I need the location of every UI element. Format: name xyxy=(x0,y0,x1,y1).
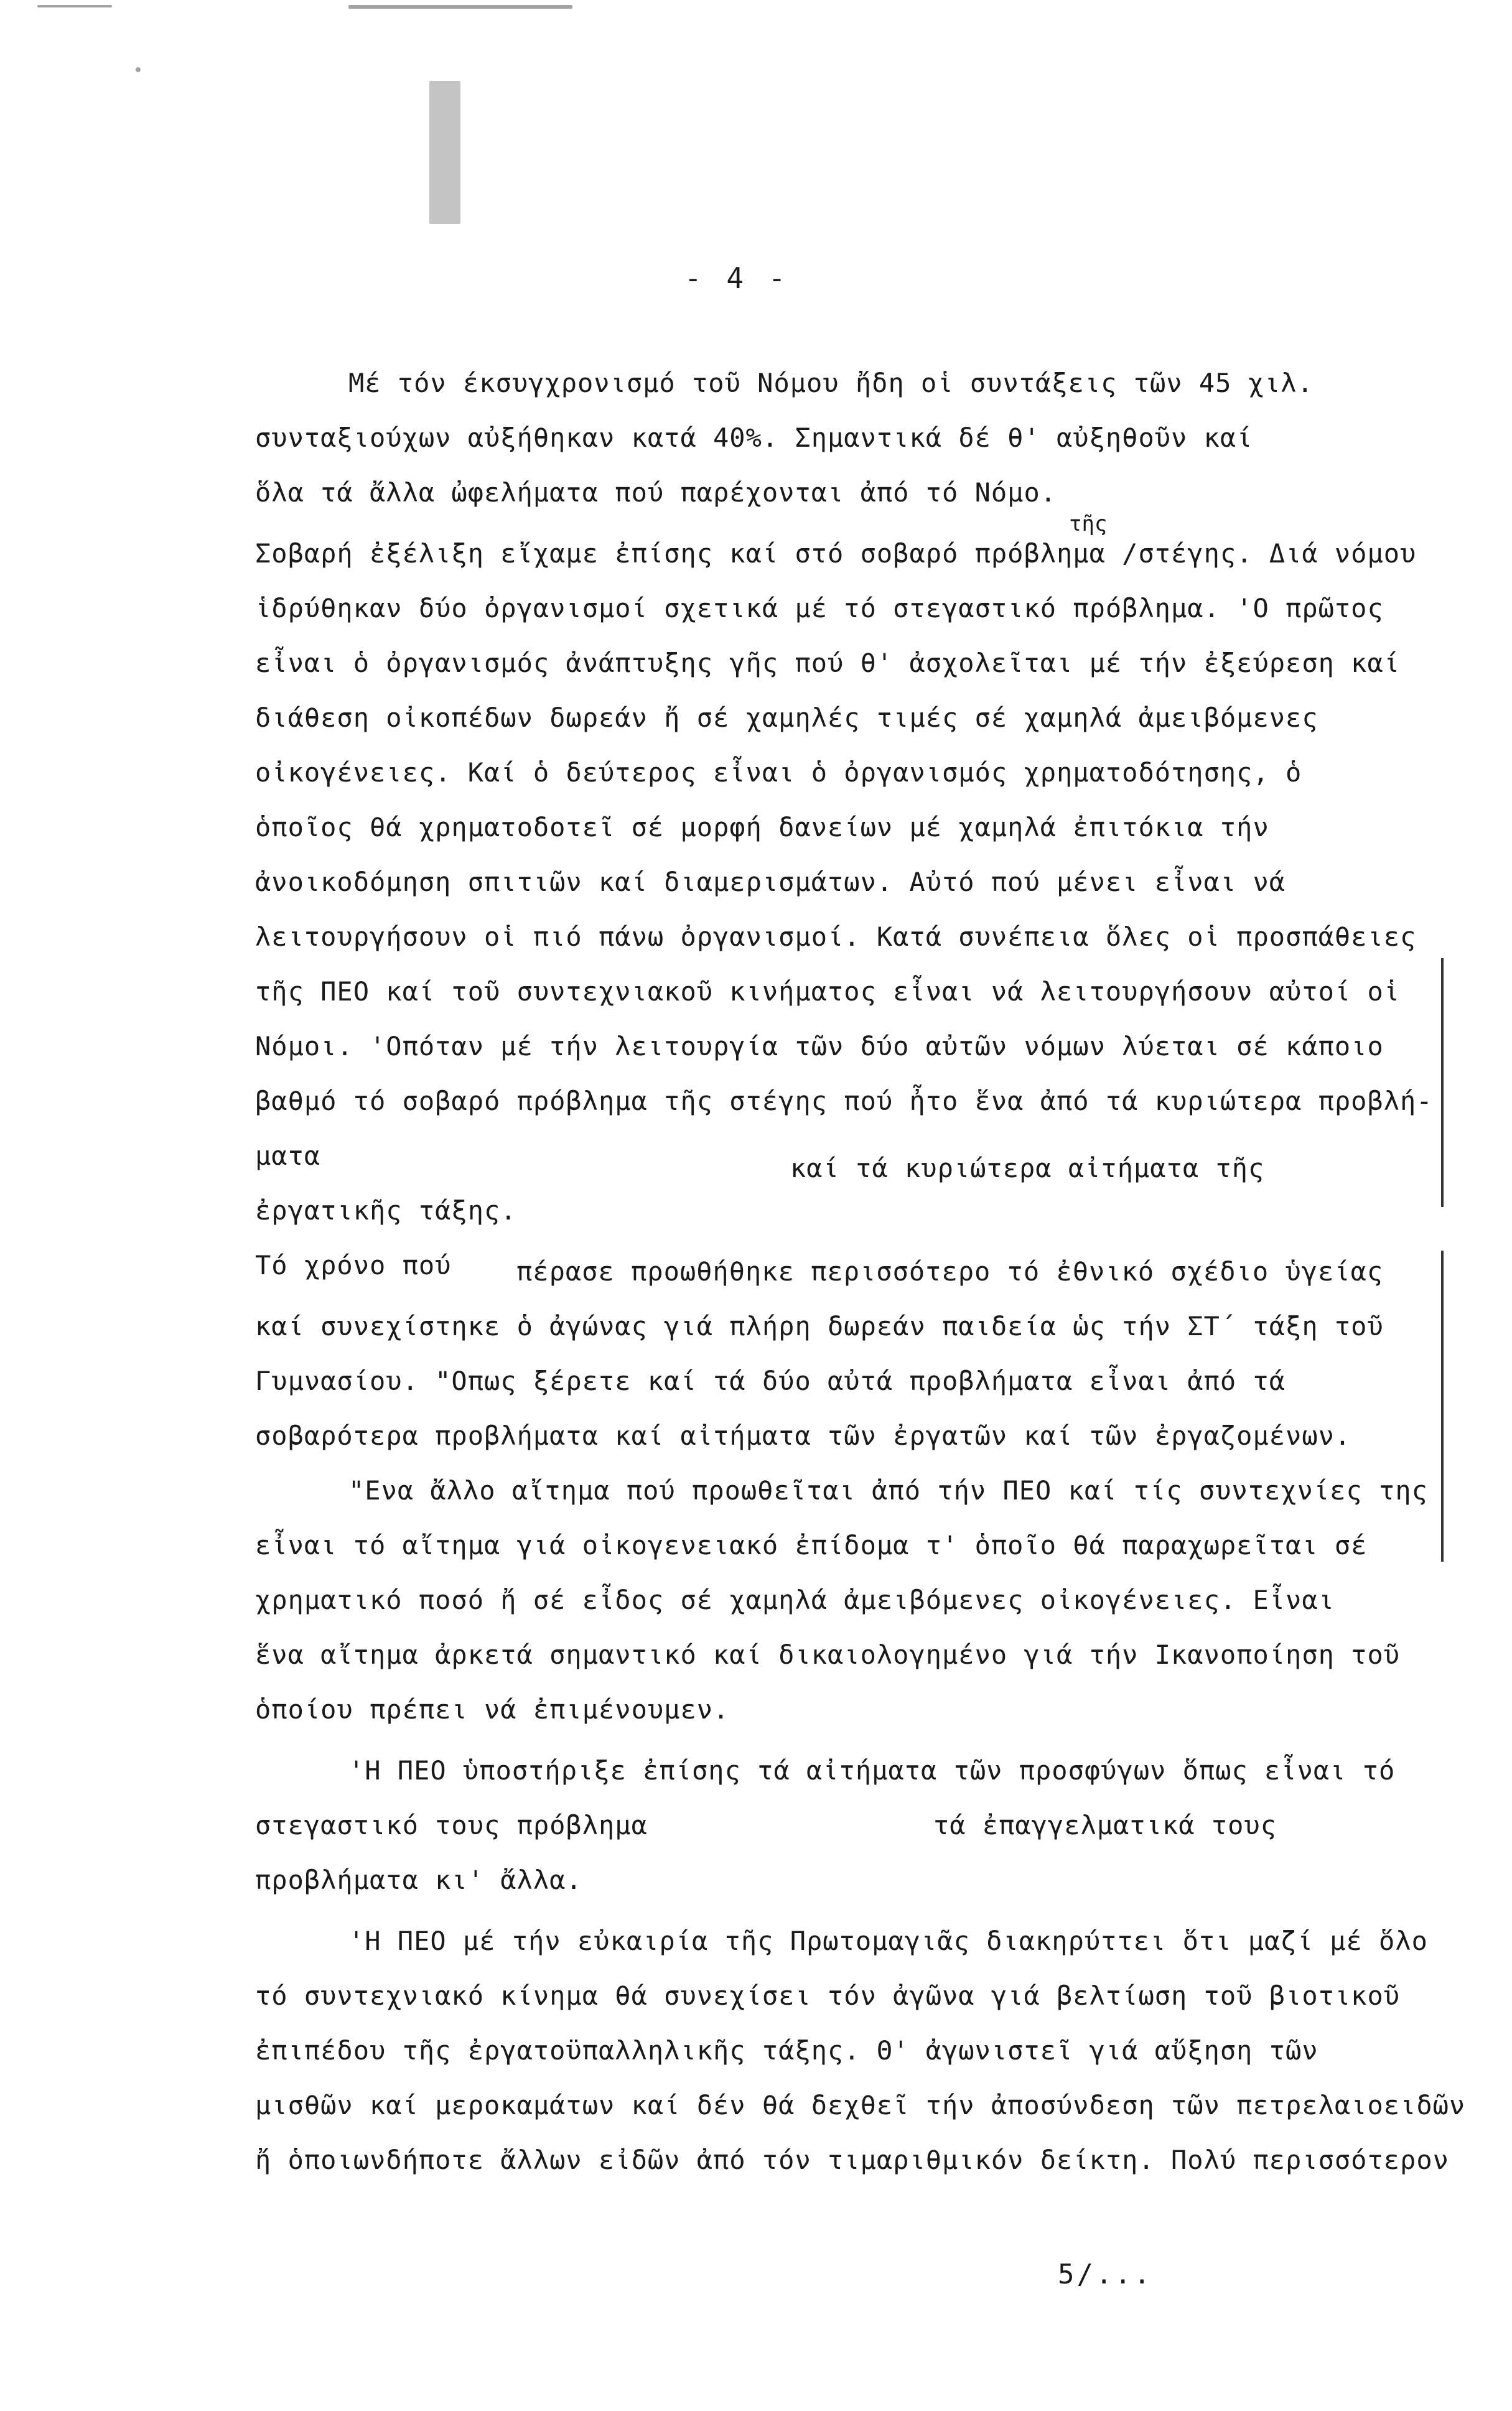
text-line: ἤ ὁποιωνδήποτε ἄλλων εἰδῶν ἀπό τόν τιμαριθμικόν δείκτη. Πολύ περισσότερον xyxy=(255,2145,1449,2175)
text-line: λειτουργήσουν οἱ πιό πάνω ὀργανισμοί. Κατά συνέπεια ὅλες οἱ προσπάθειες xyxy=(255,921,1417,952)
text-line: πέρασε προωθήθηκε περισσότερο τό ἐθνικό σχέδιο ὑγείας xyxy=(516,1256,1384,1287)
scan-dot xyxy=(136,67,141,72)
text-line: Σοβαρή ἐξέλιξη εἴχαμε ἐπίσης καί στό σοβαρό πρόβλημα /στέγης. Διά νόμου xyxy=(255,538,1417,569)
text-line: ἀνοικοδόμηση σπιτιῶν καί διαμερισμάτων. Αὐτό πού μένει εἶναι νά xyxy=(255,867,1286,897)
scan-smudge-stain xyxy=(429,81,460,224)
inserted-word: τῆς xyxy=(1069,511,1108,536)
text-line: καί συνεχίστηκε ὁ ἀγώνας γιά πλήρη δωρεάν παιδεία ὡς τήν ΣΤ΄ τάξη τοῦ xyxy=(255,1311,1384,1341)
text-line: τῆς ΠΕΟ καί τοῦ συντεχνιακοῦ κινήματος εἶναι νά λειτουργήσουν αὐτοί οἱ xyxy=(255,976,1401,1007)
margin-line-1 xyxy=(1441,958,1444,1207)
continuation-marker: 5/... xyxy=(1058,2259,1153,2290)
text-line: εἶναι τό αἴτημα γιά οἰκογενειακό ἐπίδομα τ' ὁποῖο θά παραχωρεῖται σέ xyxy=(255,1530,1368,1560)
text-line: χρηματικό ποσό ἤ σέ εἶδος σέ χαμηλά ἀμειβόμενες οἰκογένειες. Εἶναι xyxy=(255,1585,1335,1615)
text-line: οἰκογένειες. Καί ὁ δεύτερος εἶναι ὁ ὀργανισμός χρηματοδότησης, ὁ xyxy=(255,757,1302,788)
text-line: τό συντεχνιακό κίνημα θά συνεχίσει τόν ἀγῶνα γιά βελτίωση τοῦ βιοτικοῦ xyxy=(255,1980,1401,2011)
text-line: συνταξιούχων αὐξήθηκαν κατά 40%. Σημαντικά δέ θ' αὐξηθοῦν καί xyxy=(255,422,1253,453)
text-line: Νόμοι. 'Οπόταν μέ τήν λειτουργία τῶν δύο αὐτῶν νόμων λύεται σέ κάποιο xyxy=(255,1031,1384,1061)
text-line: Τό χρόνο πού xyxy=(255,1250,452,1280)
text-line: ἐργατικῆς τάξης. xyxy=(255,1195,517,1226)
text-line: ὁποίου πρέπει νά ἐπιμένουμεν. xyxy=(255,1694,730,1725)
text-line: τά ἐπαγγελματικά τους xyxy=(933,1810,1277,1840)
text-line: βαθμό τό σοβαρό πρόβλημα τῆς στέγης πού ἦτο ἕνα ἀπό τά κυριώτερα προβλή- xyxy=(255,1086,1433,1116)
scan-smudge-top xyxy=(348,5,572,9)
text-line: διάθεση οἰκοπέδων δωρεάν ἤ σέ χαμηλές τιμές σέ χαμηλά ἀμειβόμενες xyxy=(255,702,1318,733)
text-line: 'Η ΠΕΟ μέ τήν εὐκαιρία τῆς Πρωτομαγιᾶς διακηρύττει ὅτι μαζί μέ ὅλο xyxy=(348,1926,1428,1956)
text-line: 'Η ΠΕΟ ὑποστήριξε ἐπίσης τά αἰτήματα τῶν προσφύγων ὅπως εἶναι τό xyxy=(348,1755,1396,1786)
text-line: ἱδρύθηκαν δύο ὀργανισμοί σχετικά μέ τό στεγαστικό πρόβλημα. 'Ο πρῶτος xyxy=(255,593,1384,623)
text-line: ἕνα αἴτημα ἀρκετά σημαντικό καί δικαιολογημένο γιά τήν Ικανοποίηση τοῦ xyxy=(255,1639,1401,1670)
text-line: ἐπιπέδου τῆς ἐργατοϋπαλληλικῆς τάξης. Θ' ἀγωνιστεῖ γιά αὔξηση τῶν xyxy=(255,2035,1318,2066)
text-line: ματα xyxy=(255,1140,321,1171)
text-line: προβλήματα κι' ἄλλα. xyxy=(255,1865,582,1895)
text-line: ὅλα τά ἄλλα ὠφελήματα πού παρέχονται ἀπό τό Νόμο. xyxy=(255,477,1057,508)
text-line: καί τά κυριώτερα αἰτήματα τῆς xyxy=(790,1153,1265,1183)
text-line: Γυμνασίου. "Οπως ξέρετε καί τά δύο αὐτά προβλήματα εἶναι ἀπό τά xyxy=(255,1366,1286,1396)
text-line: σοβαρότερα προβλήματα καί αἰτήματα τῶν ἐργατῶν καί τῶν ἐργαζομένων. xyxy=(255,1420,1351,1451)
text-line: ὁποῖος θά χρηματοδοτεῖ σέ μορφή δανείων μέ χαμηλά ἐπιτόκια τήν xyxy=(255,812,1269,842)
text-line: μισθῶν καί μεροκαμάτων καί δέν θά δεχθεῖ τήν ἀποσύνδεση τῶν πετρελαιοειδῶν xyxy=(255,2090,1466,2120)
text-line: "Ενα ἄλλο αἴτημα πού προωθεῖται ἀπό τήν ΠΕΟ καί τίς συντεχνίες της xyxy=(348,1475,1428,1506)
text-line: εἶναι ὁ ὀργανισμός ἀνάπτυξης γῆς πού θ' ἀσχολεῖται μέ τήν ἐξεύρεση καί xyxy=(255,648,1401,678)
scan-smudge-corner xyxy=(37,5,112,7)
margin-line-2 xyxy=(1441,1251,1444,1562)
text-line: στεγαστικό τους πρόβλημα xyxy=(255,1810,648,1840)
page-number: - 4 - xyxy=(684,261,790,295)
text-line: Μέ τόν έκσυγχρονισμό τοῦ Νόμου ἤδη οἱ συντάξεις τῶν 45 χιλ. xyxy=(348,368,1314,398)
